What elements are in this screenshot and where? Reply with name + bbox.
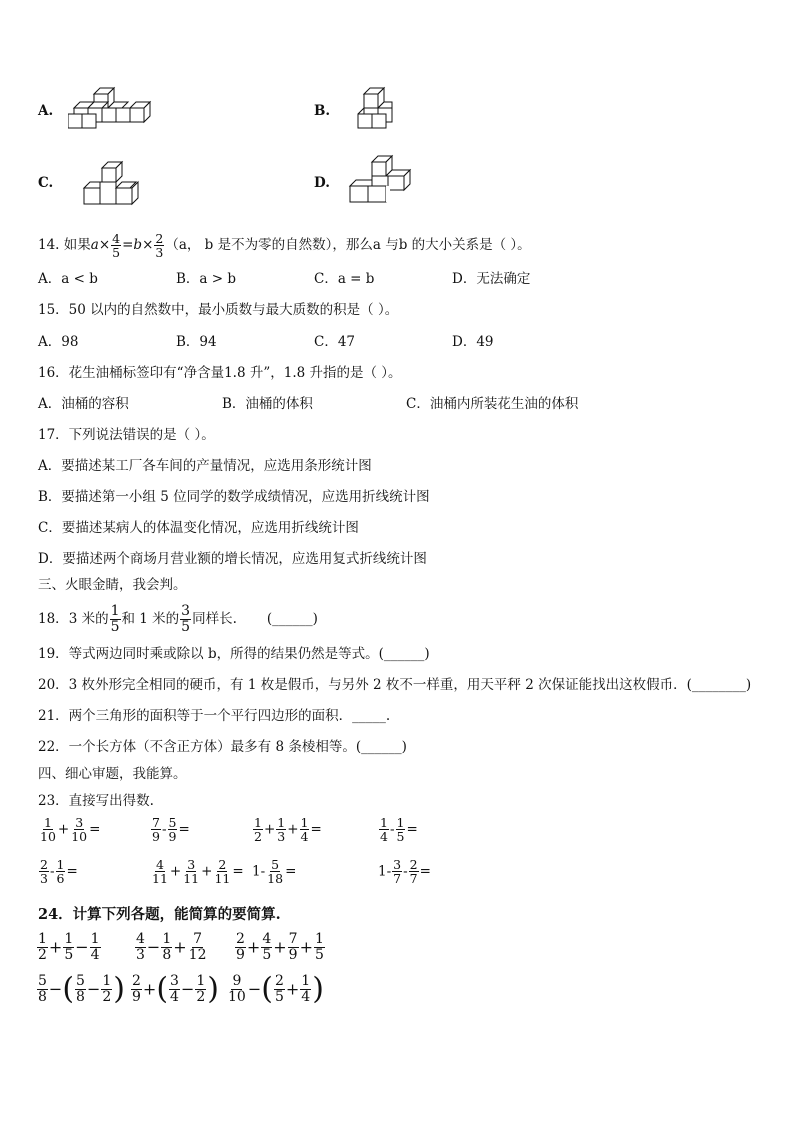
- arithmetic-item[interactable]: [378, 816, 418, 843]
- equals-sign: =: [232, 863, 244, 880]
- operator: +: [287, 821, 299, 838]
- operator: +: [57, 821, 70, 838]
- fraction: $\frac{4}{11}$: [152, 857, 168, 886]
- option[interactable]: B．94: [176, 334, 217, 350]
- fraction: $\frac{3}{7}$: [393, 857, 402, 886]
- operator: +: [48, 937, 63, 957]
- fraction: $\frac{2}{3}$: [155, 231, 164, 260]
- option[interactable]: C．要描述某病人的体温变化情况，应选用折线统计图: [38, 520, 359, 536]
- operator: +: [142, 979, 157, 999]
- operator: -: [403, 863, 408, 880]
- operator: +: [285, 979, 300, 999]
- option[interactable]: D．要描述两个商场月营业额的增长情况，应选用复式折线统计图: [38, 551, 427, 567]
- question-14: [38, 232, 531, 259]
- fraction: $\frac{5}{18}$: [267, 857, 284, 886]
- operator: 1-: [378, 863, 392, 880]
- option[interactable]: D．49: [452, 334, 494, 350]
- fraction: $\frac{1}{8}$: [162, 931, 172, 963]
- equals-sign: =: [310, 821, 322, 838]
- section-heading: 四、细心审题，我能算。: [38, 766, 187, 782]
- operator: -: [49, 863, 55, 880]
- left-paren: (: [62, 971, 75, 1007]
- option[interactable]: C．油桶内所装花生油的体积: [406, 396, 579, 412]
- operator: +: [263, 821, 276, 838]
- fraction: $\frac{3}{11}$: [183, 857, 200, 886]
- operator: +: [173, 937, 187, 957]
- cube-figure-a: [68, 86, 154, 132]
- right-paren: ): [312, 971, 324, 1007]
- question-18: 18．3 米的 $\frac{1}{5}$ 和 1 米的 $\frac{3}{5}$ 同样长. (______): [38, 603, 318, 635]
- operator: -: [161, 821, 167, 838]
- q13-option-a[interactable]: [38, 100, 53, 119]
- equals-sign: =: [406, 821, 418, 838]
- left-paren: (: [156, 971, 169, 1007]
- fraction: $\frac{1}{5}$: [64, 931, 74, 963]
- fraction: $\frac{4}{3}$: [136, 931, 145, 963]
- calculation-item[interactable]: [226, 971, 324, 1007]
- equals-sign: =: [66, 863, 78, 880]
- q13-option-b[interactable]: [314, 100, 330, 119]
- fraction: $\frac{5}{8}$: [38, 973, 47, 1005]
- question-16: 16．花生油桶标签印有“净含量1.8 升”，1.8 升指的是（ ）。: [38, 365, 402, 381]
- operator: +: [273, 937, 287, 957]
- fraction: $\frac{9}{10}$: [228, 973, 246, 1005]
- calculation-item[interactable]: [134, 932, 208, 963]
- arithmetic-item[interactable]: [252, 858, 296, 885]
- arithmetic-item[interactable]: [150, 858, 244, 885]
- option[interactable]: C．47: [314, 334, 356, 350]
- cube-figure-d: [348, 154, 418, 206]
- fraction: $\frac{3}{4}$: [170, 973, 179, 1005]
- operator: −: [146, 937, 161, 957]
- arithmetic-item[interactable]: [378, 858, 431, 885]
- fraction: $\frac{2}{7}$: [409, 857, 418, 886]
- option[interactable]: D．无法确定: [452, 271, 531, 287]
- fraction: $\frac{5}{9}$: [168, 815, 177, 844]
- fraction: $\frac{4}{5}$: [262, 931, 272, 963]
- option[interactable]: B．要描述第一小组 5 位同学的数学成绩情况，应选用折线统计图: [38, 489, 430, 505]
- option[interactable]: B．油桶的体积: [222, 396, 313, 412]
- question-lead: 如果: [63, 237, 91, 253]
- operator: −: [180, 979, 195, 999]
- right-paren: ): [207, 971, 220, 1007]
- times-sign: ×: [98, 237, 111, 253]
- question-tail: （a， b 是不为零的自然数），那么a 与b 的大小关系是（ ）。: [165, 237, 531, 253]
- fraction: $\frac{2}{3}$: [40, 857, 48, 886]
- fraction: $\frac{7}{12}$: [188, 931, 207, 963]
- arithmetic-item[interactable]: [38, 858, 78, 885]
- option[interactable]: A．油桶的容积: [38, 396, 129, 412]
- fraction: $\frac{1}{2}$: [38, 931, 47, 963]
- equals-sign: =: [89, 821, 101, 838]
- fraction: $\frac{2}{9}$: [132, 973, 141, 1005]
- fraction: $\frac{3}{10}$: [71, 815, 88, 844]
- operator: −: [48, 979, 63, 999]
- fraction: $\frac{2}{9}$: [236, 931, 245, 963]
- question-24-title: 24．计算下列各题，能简算的要简算.: [38, 906, 281, 923]
- question-number: 14.: [38, 237, 60, 253]
- option[interactable]: C．a = b: [314, 271, 375, 287]
- fraction: $\frac{1}{2}$: [102, 973, 112, 1005]
- fraction: $\frac{1}{4}$: [300, 815, 309, 844]
- operator: +: [246, 937, 261, 957]
- q13-option-c[interactable]: [38, 172, 53, 191]
- option-letter: B.: [314, 103, 331, 119]
- fraction: $\frac{4}{5}$: [112, 231, 121, 260]
- fraction: $\frac{5}{8}$: [76, 973, 85, 1005]
- fraction: $\frac{3}{5}$: [181, 603, 191, 635]
- operator: −: [247, 979, 262, 999]
- option[interactable]: A．要描述某工厂各车间的产量情况，应选用条形统计图: [38, 458, 372, 474]
- fraction: $\frac{1}{5}$: [396, 815, 405, 844]
- question-17: 17．下列说法错误的是（ ）。: [38, 427, 215, 443]
- left-paren: (: [261, 971, 273, 1007]
- fraction: $\frac{1}{5}$: [110, 603, 120, 635]
- fraction: $\frac{1}{2}$: [254, 815, 262, 844]
- q13-option-d[interactable]: [314, 172, 330, 191]
- option[interactable]: A．a < b: [38, 271, 98, 287]
- operator: +: [299, 937, 313, 957]
- option-letter: D.: [314, 175, 330, 191]
- variable-b: b: [133, 237, 143, 253]
- equals-sign: =: [419, 863, 431, 880]
- fraction: $\frac{1}{6}$: [56, 857, 65, 886]
- calculation-item[interactable]: [36, 971, 126, 1007]
- option-letter: C.: [38, 175, 54, 191]
- option[interactable]: B．a > b: [176, 271, 237, 287]
- fraction: $\frac{7}{9}$: [152, 815, 160, 844]
- variable-a: a: [90, 237, 99, 253]
- equals-sign: =: [122, 237, 134, 253]
- question-15: 15．50 以内的自然数中，最小质数与最大质数的积是（ ）。: [38, 302, 399, 318]
- equals-sign: =: [178, 821, 190, 838]
- operator: +: [201, 863, 213, 880]
- question-23-title: 23．直接写出得数.: [38, 793, 154, 809]
- option[interactable]: A．98: [38, 334, 79, 350]
- answer-blank[interactable]: (______): [266, 611, 318, 627]
- operator: −: [86, 979, 101, 999]
- fraction: $\frac{1}{3}$: [277, 815, 286, 844]
- calculation-item[interactable]: [36, 932, 102, 963]
- cube-figure-c: [80, 160, 144, 208]
- fraction: $\frac{2}{11}$: [214, 857, 231, 886]
- operator: −: [75, 937, 89, 957]
- option-letter: A.: [38, 103, 54, 119]
- right-paren: ): [113, 971, 126, 1007]
- fraction: $\frac{1}{2}$: [196, 973, 206, 1005]
- fraction: $\frac{1}{4}$: [90, 931, 100, 963]
- fraction: $\frac{1}{4}$: [301, 973, 311, 1005]
- question-22: 22．一个长方体（不含正方体）最多有 8 条棱相等。(______): [38, 739, 407, 755]
- equals-sign: =: [285, 863, 297, 880]
- question-19: 19．等式两边同时乘或除以 b，所得的结果仍然是等式。(______): [38, 646, 430, 662]
- fraction: $\frac{7}{9}$: [288, 931, 298, 963]
- arithmetic-item[interactable]: [252, 816, 322, 843]
- section-heading: 三、火眼金睛，我会判。: [38, 577, 187, 593]
- question-20: 20．3 枚外形完全相同的硬币，有 1 枚是假币，与另外 2 枚不一样重，用天平秤 2 次保证能找出这枚假币．(________): [38, 677, 752, 693]
- calculation-item[interactable]: [130, 971, 220, 1007]
- operator: -: [389, 821, 395, 838]
- fraction: $\frac{1}{4}$: [380, 815, 388, 844]
- operator: 1-: [252, 863, 266, 880]
- fraction: $\frac{1}{5}$: [314, 931, 324, 963]
- fraction: $\frac{2}{5}$: [274, 973, 284, 1005]
- arithmetic-item[interactable]: [150, 816, 190, 843]
- question-21: 21．两个三角形的面积等于一个平行四边形的面积．_____.: [38, 708, 391, 724]
- operator: +: [169, 863, 182, 880]
- fraction: $\frac{1}{10}$: [40, 815, 56, 844]
- calculation-item[interactable]: [234, 932, 326, 963]
- cube-figure-b: [352, 86, 396, 132]
- times-sign: ×: [142, 237, 154, 253]
- arithmetic-item[interactable]: [38, 816, 100, 843]
